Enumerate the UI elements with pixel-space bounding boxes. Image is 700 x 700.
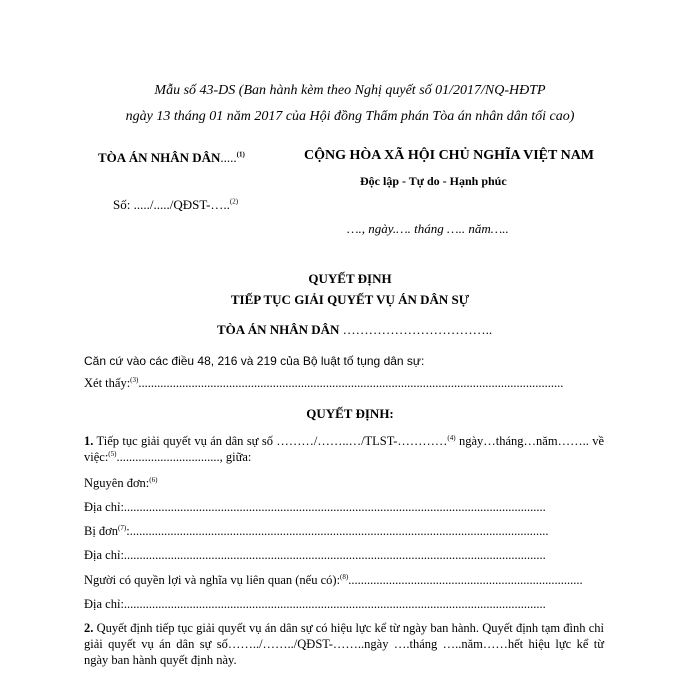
national-motto: Độc lập - Tự do - Hạnh phúc: [360, 174, 507, 188]
decision-item-2: 2. Quyết định tiếp tục giải quyết vụ án dân sự có hiệu lực kể từ ngày ban hành. Quyết định tạm đình chỉ giải quyết vụ án dân sự số……../……../QĐST-……..ngày ….tháng …..năm……hết hiệu lực kể từ ngày ban hành quyết định này.: [84, 621, 604, 667]
findings-line: Xét thấy:$^{(3)}$........................................................................................................................................: [84, 375, 564, 390]
footnote-2: (2): [229, 197, 239, 206]
form-reference-line2: ngày 13 tháng 01 năm 2017 của Hội đồng Thẩm phán Tòa án nhân dân tối cao): [125, 109, 575, 124]
defendant-address-line: Địa chỉ:.......................................................................................................................................: [84, 548, 546, 562]
legal-basis: Căn cứ vào các điều 48, 216 và 219 của Bộ luật tố tụng dân sự:: [84, 354, 425, 368]
court-name: TÒA ÁN NHÂN DÂN: [98, 150, 221, 165]
form-reference-line1: Mẫu số 43-DS (Ban hành kèm theo Nghị quyết số 01/2017/NQ-HĐTP: [154, 83, 546, 98]
decision-item-1: 1. Tiếp tục giải quyết vụ án dân sự số ………/……..…/TLST-…………$^{(4)}$ ngày…tháng…năm…….. về việc:$^{(5)}$................................., giữa:: [84, 433, 605, 464]
plaintiff-line: Nguyên đơn:$^{(6)}$: [84, 475, 158, 490]
place-date: …., ngày.…. tháng ….. năm…..: [347, 221, 509, 236]
footnote-4: (4): [447, 433, 456, 442]
country-name: CỘNG HÒA XÃ HỘI CHỦ NGHĨA VIỆT NAM: [304, 148, 595, 163]
footnote-3: (3): [130, 375, 139, 384]
decision-heading: QUYẾT ĐỊNH:: [306, 406, 394, 421]
related-party-line: Người có quyền lợi và nghĩa vụ liên quan (nếu có):$^{(8)}$...........................................................................: [84, 572, 583, 587]
footnote-8: (8): [340, 572, 349, 581]
footnote-7: (7): [118, 523, 127, 532]
document-subtitle: TIẾP TỤC GIẢI QUYẾT VỤ ÁN DÂN SỰ: [230, 292, 470, 307]
document-title: QUYẾT ĐỊNH: [308, 271, 392, 286]
issuing-court: TÒA ÁN NHÂN DÂN ……………………………..: [217, 322, 493, 337]
related-party-address-line: Địa chỉ:.......................................................................................................................................: [84, 597, 546, 611]
defendant-line: Bị đơn$^{(7)}$:......................................................................................................................................: [84, 523, 549, 538]
court-header: TÒA ÁN NHÂN DÂN.....$^{(1)}$: [98, 150, 245, 165]
plaintiff-address-line: Địa chỉ:.......................................................................................................................................: [84, 500, 546, 514]
footnote-1: (1): [236, 150, 245, 159]
decision-number: Số: ...../...../QĐST-…..$^{(2)}$: [113, 197, 239, 212]
footnote-5: (5): [108, 449, 117, 458]
